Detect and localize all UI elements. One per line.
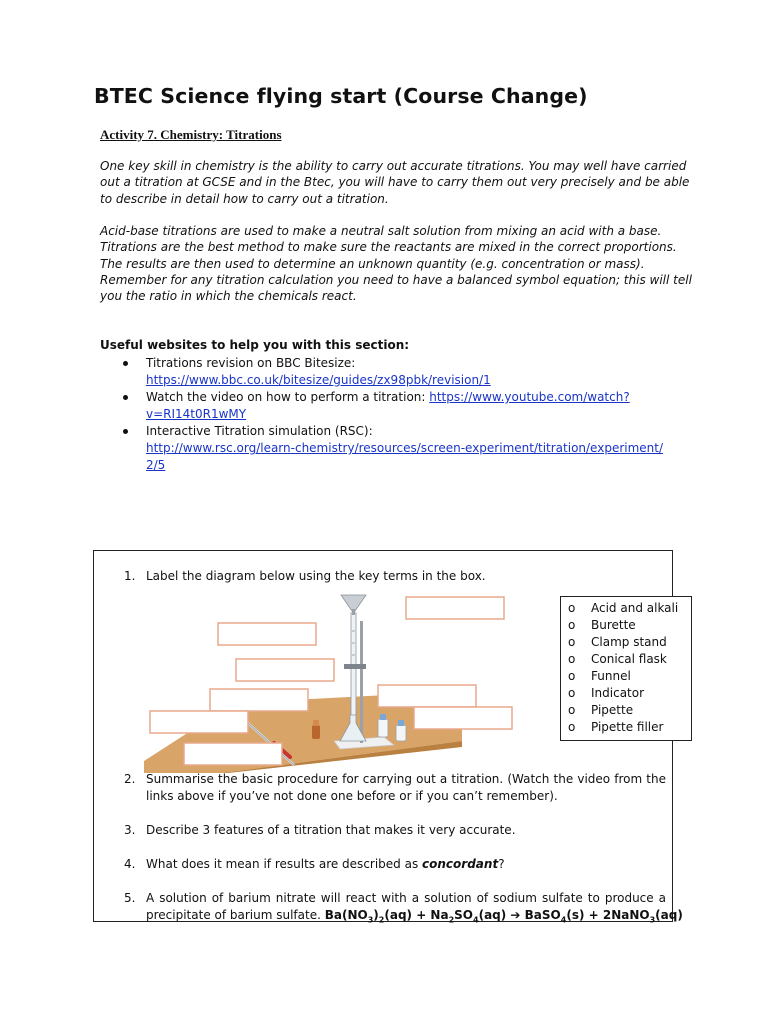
arrow-icon: ➔: [510, 908, 521, 922]
question-number: 4.: [124, 857, 136, 871]
bullet-icon: o: [568, 635, 576, 649]
chemical-equation: $Ba(NO_3)_2(aq) + Na_2SO_4(aq)$ ➔ BaSO$_4$(s) + 2NaNO$_3$(aq): [324, 908, 683, 925]
acid-line: Remember for any titration calculation you need to have a balanced symbol equation; this will tell: [100, 272, 692, 287]
bullet-icon: o: [568, 703, 576, 717]
list-item: [100, 389, 663, 423]
bullet-icon: [123, 361, 128, 366]
youtube-link-continued[interactable]: v=RI14t0R1wMY: [146, 407, 247, 421]
website-label: Interactive Titration simulation (RSC):: [146, 424, 373, 438]
acid-line: Acid-base titrations are used to make a neutral salt solution from mixing an acid with a base.: [100, 224, 662, 238]
titration-diagram: [144, 591, 524, 773]
question-text: Summarise the basic procedure for carrying out a titration. (Watch the video from the: [146, 772, 666, 786]
intro-paragraph: [100, 158, 690, 207]
question-text: links above if you’ve not done one before or if you can’t remember).: [146, 789, 558, 803]
key-term: o Clamp stand: [568, 635, 667, 649]
question-text: Describe 3 features of a titration that makes it very accurate.: [146, 823, 516, 837]
key-term: o Conical flask: [568, 652, 667, 666]
burette: [351, 613, 356, 727]
bullet-icon: o: [568, 686, 576, 700]
key-term: o Funnel: [568, 669, 631, 683]
bullet-icon: o: [568, 618, 576, 632]
bullet-icon: o: [568, 652, 576, 666]
question-number: 5.: [124, 891, 136, 905]
label-box[interactable]: [210, 689, 308, 711]
key-term: o Pipette: [568, 703, 634, 717]
label-box[interactable]: [150, 711, 248, 733]
clamp-stand-rod: [360, 621, 363, 743]
website-label: Watch the video on how to perform a titration:: [146, 390, 430, 404]
label-box[interactable]: [378, 685, 476, 707]
label-box[interactable]: [184, 743, 282, 765]
acid-line: Titrations are the best method to make sure the reactants are mixed in the correct proportions.: [100, 240, 677, 255]
youtube-link[interactable]: https://www.youtube.com/watch?: [429, 390, 630, 404]
key-term: o Indicator: [568, 686, 645, 700]
key-term: o Burette: [568, 618, 636, 632]
label-box[interactable]: [218, 623, 316, 645]
questions-box: 1. Label the diagram below using the key terms in the box. 2. Summarise the basic procedure for carrying out a titration. (Watch the video from the links above if you’ve not done one before or if you can’t remember). 3. Describe 3 features of a titration that makes it very accurate. 4. What does it mean if results are described as concordant? 5. A solution of barium nitrate will react with a solution of sodium sulfate to produce a precipitate of barium sulfate. $Ba(NO_3)_2(aq) + Na_2SO_4(aq)$ ➔ BaSO$_4$(s) + 2NaNO$_3$(aq): [93, 550, 673, 922]
rsc-simulation-link[interactable]: http://www.rsc.org/learn-chemistry/resources/screen-experiment/titration/experiment/: [146, 441, 664, 455]
page-title: BTEC Science flying start (Course Change): [94, 84, 588, 108]
list-item: [100, 423, 663, 474]
question-number: 3.: [124, 823, 136, 837]
acid-line: you the ratio in which the chemicals react.: [100, 289, 357, 304]
question-number: 2.: [124, 772, 136, 786]
intro-line: One key skill in chemistry is the ability to carry out accurate titrations. You may well have carried: [100, 159, 687, 173]
bullet-icon: [123, 429, 128, 434]
bullet-icon: o: [568, 601, 576, 615]
acid-line: The results are then used to determine an unknown quantity (e.g. concentration or mass).: [100, 256, 645, 271]
equation-line: precipitate of barium sulfate. $Ba(NO_3)_2(aq) + Na_2SO_4(aq)$ ➔ BaSO$_4$(s) + 2NaNO$_3$(aq): [146, 908, 683, 925]
indicator-bottle: [378, 719, 388, 737]
question-text: A solution of barium nitrate will react with a solution of sodium sulfate to produce a: [146, 891, 666, 905]
bullet-icon: o: [568, 720, 576, 734]
intro-line: out a titration at GCSE and in the Btec, you will have to carry them out very precisely and be able: [100, 175, 690, 190]
acid-base-paragraph: [100, 223, 692, 304]
indicator-bottle: [396, 725, 406, 741]
clamp: [344, 664, 366, 669]
bullet-icon: [123, 395, 128, 400]
label-box[interactable]: [236, 659, 334, 681]
intro-line: to describe in detail how to carry out a titration.: [100, 191, 389, 206]
activity-heading: Activity 7. Chemistry: Titrations: [100, 127, 282, 142]
label-box[interactable]: [414, 707, 512, 729]
bullet-icon: o: [568, 669, 576, 683]
list-item: [100, 355, 663, 389]
key-term: o Acid and alkali: [568, 601, 679, 615]
question-text: What does it mean if results are described as: [146, 857, 423, 871]
bbc-bitesize-link[interactable]: https://www.bbc.co.uk/bitesize/guides/zx98pbk/revision/1: [146, 373, 491, 387]
websites-list: [100, 355, 663, 474]
funnel: [341, 595, 366, 611]
question-number: 1.: [124, 569, 136, 583]
key-term: o Pipette filler: [568, 720, 664, 734]
rsc-simulation-link-continued[interactable]: 2/5: [146, 458, 166, 472]
website-label: Titrations revision on BBC Bitesize:: [146, 356, 356, 370]
key-terms-box: [560, 596, 692, 741]
websites-heading: Useful websites to help you with this section:: [100, 338, 410, 352]
concordant-term: concordant: [422, 857, 499, 871]
reagent-bottle: [312, 725, 320, 739]
label-box[interactable]: [406, 597, 504, 619]
question-text: Label the diagram below using the key terms in the box.: [146, 569, 486, 583]
